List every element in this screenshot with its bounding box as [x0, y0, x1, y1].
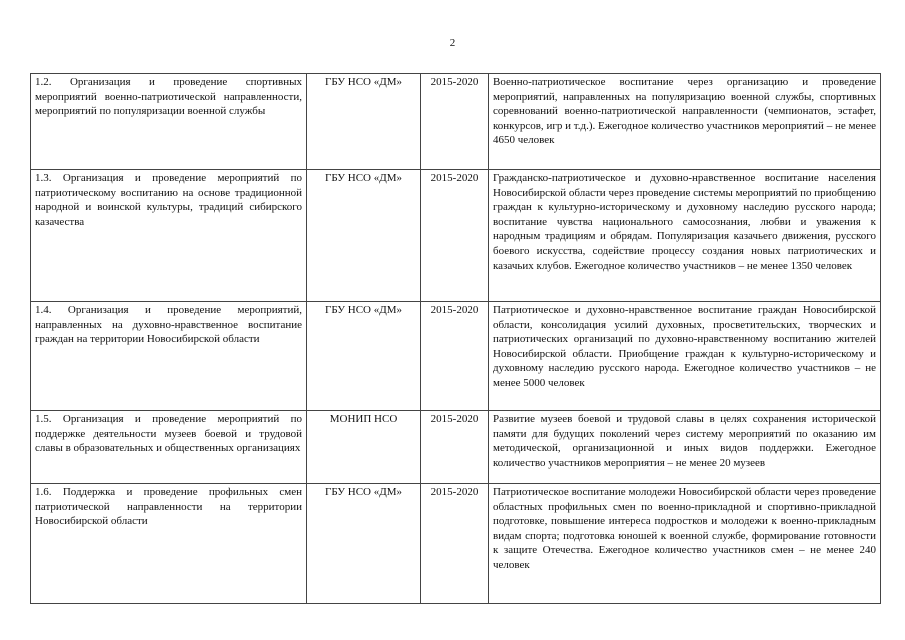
event-cell: 1.6. Поддержка и проведение профильных смен патриотической направленности на территории Новосибирской области	[31, 484, 307, 604]
page-number: 2	[449, 37, 456, 49]
table-row	[31, 411, 881, 484]
result-cell: Гражданско-патриотическое и духовно-нравственное воспитание населения Новосибирской области через проведение системы мероприятий по приобщению граждан к культурно-историческому и духовному наследию русского народа; воспитание чувства национального самосознания, любви и уважения к народным традициям и обрядам. Популяризация казачьего движения, русского боевого искусства, содействие процессу создания новых патриотических и казачьих клубов. Ежегодное количество участников – не менее 1350 человек	[489, 170, 881, 302]
period-cell: 2015-2020	[421, 411, 489, 484]
result-cell: Патриотическое и духовно-нравственное воспитание граждан Новосибирской области, консолидация усилий духовных, просветительских, творческих и патриотических организаций по духовно-нравственному воспитанию жителей Новосибирской области. Приобщение граждан к культурно-историческому и духовному наследию русского народа. Ежегодное количество участников – не менее 5000 человек	[489, 302, 881, 411]
executor-cell: ГБУ НСО «ДМ»	[307, 74, 421, 170]
result-cell: Патриотическое воспитание молодежи Новосибирской области через проведение областных профильных смен по военно-прикладной и спортивно-прикладной подготовке, повышение интереса подростков и молодежи к военно-прикладным видам спорта; подготовка юношей к военной службе, формирование готовности к защите Отечества. Ежегодное количество участников смен – не менее 240 человек	[489, 484, 881, 604]
period-cell: 2015-2020	[421, 74, 489, 170]
executor-cell: ГБУ НСО «ДМ»	[307, 170, 421, 302]
result-cell: Развитие музеев боевой и трудовой славы в целях сохранения исторической памяти для будущих поколений через систему мероприятий по оказанию им методической, организационной и иных видов поддержки. Ежегодное количество участников мероприятия – не менее 20 музеев	[489, 411, 881, 484]
period-cell: 2015-2020	[421, 302, 489, 411]
period-cell: 2015-2020	[421, 170, 489, 302]
executor-cell: МОНИП НСО	[307, 411, 421, 484]
table-row	[31, 484, 881, 604]
event-cell: 1.2. Организация и проведение спортивных мероприятий военно-патриотической направленности, мероприятий по популяризации военной службы	[31, 74, 307, 170]
table-row	[31, 74, 881, 170]
table-row	[31, 302, 881, 411]
events-table	[30, 73, 881, 604]
event-cell: 1.5. Организация и проведение мероприятий по поддержке деятельности музеев боевой и трудовой славы в образовательных и общественных организациях	[31, 411, 307, 484]
result-cell: Военно-патриотическое воспитание через организацию и проведение мероприятий, направленных на популяризацию военной службы, спортивных соревнований военно-патриотической направленности (чемпионатов, эстафет, конкурсов, игр и т.д.). Ежегодное количество участников мероприятий – не менее 4650 человек	[489, 74, 881, 170]
event-cell: 1.3. Организация и проведение мероприятий по патриотическому воспитанию на основе традиционной народной и воинской культуры, традиций сибирского казачества	[31, 170, 307, 302]
table-row	[31, 170, 881, 302]
period-cell: 2015-2020	[421, 484, 489, 604]
executor-cell: ГБУ НСО «ДМ»	[307, 302, 421, 411]
event-cell: 1.4. Организация и проведение мероприятий, направленных на духовно-нравственное воспитание граждан на территории Новосибирской области	[31, 302, 307, 411]
executor-cell: ГБУ НСО «ДМ»	[307, 484, 421, 604]
